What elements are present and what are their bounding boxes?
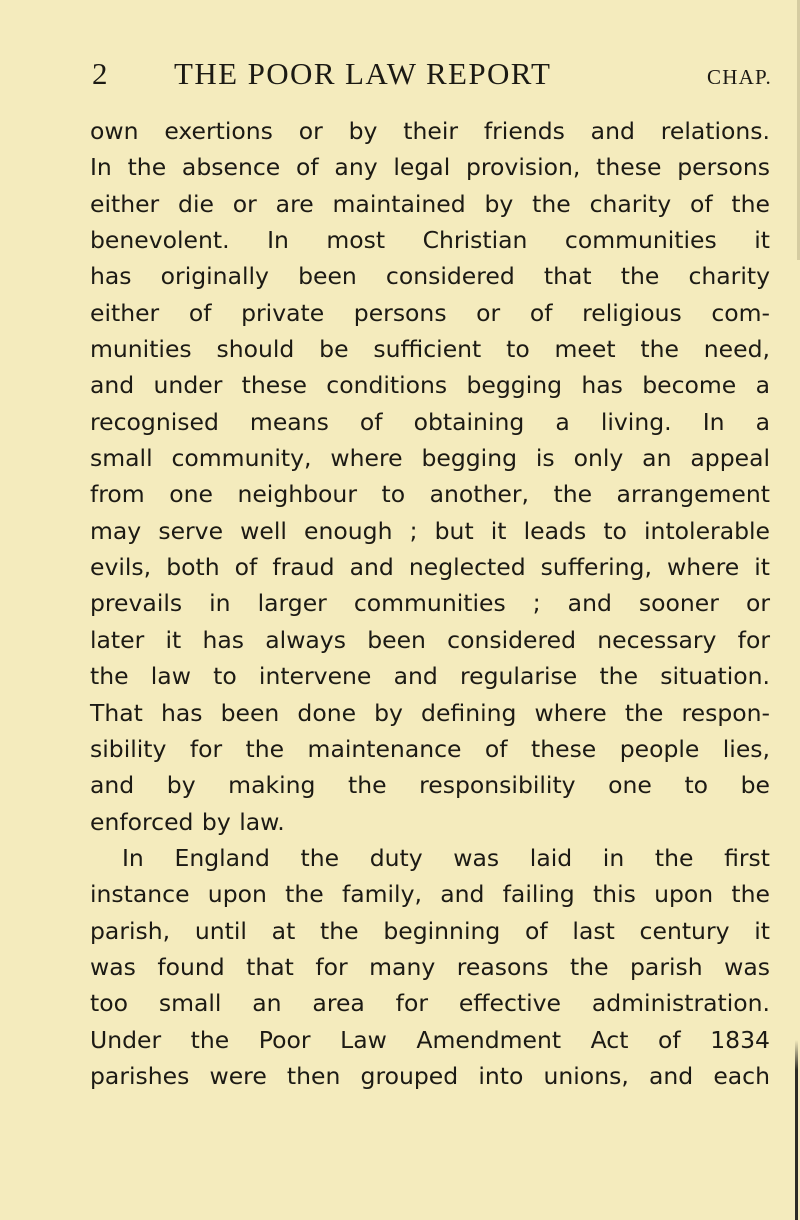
body-text (90, 113, 770, 1094)
text-line: parish, until at the beginning of last century it (90, 916, 770, 945)
text-line: and by making the responsibility one to be (90, 771, 770, 800)
text-line: enforced by law. (90, 807, 285, 836)
text-line: and under these conditions begging has become a (90, 371, 770, 400)
text-line: In England the duty was laid in the first (122, 843, 770, 872)
text-line: That has been done by defining where the respon- (90, 698, 770, 727)
text-line: small community, where begging is only an appeal (90, 444, 770, 473)
text-line: too small an area for effective administration. (90, 989, 770, 1018)
running-head (92, 56, 772, 100)
text-line: the law to intervene and regularise the situation. (90, 662, 770, 691)
running-title: THE POOR LAW REPORT (174, 56, 552, 91)
text-line: In the absence of any legal provision, these persons (90, 153, 770, 182)
page-number: 2 (92, 56, 108, 91)
text-line: own exertions or by their friends and relations. (90, 117, 770, 145)
text-line: either of private persons or of religious com- (90, 298, 770, 327)
text-line: has originally been considered that the charity (90, 262, 770, 291)
text-line: Under the Poor Law Amendment Act of 1834 (90, 1025, 770, 1054)
text-line: later it has always been considered necessary for (90, 625, 770, 654)
text-line: parishes were then grouped into unions, and each (90, 1061, 770, 1090)
text-line: benevolent. In most Christian communities it (90, 226, 770, 255)
text-line: sibility for the maintenance of these people lies, (90, 734, 770, 763)
text-line: was found that for many reasons the parish was (90, 952, 770, 981)
text-line: instance upon the family, and failing this upon the (90, 880, 770, 909)
text-line: evils, both of fraud and neglected suffering, where it (90, 553, 770, 582)
text-line: either die or are maintained by the charity of the (90, 189, 770, 218)
text-line: recognised means of obtaining a living. In a (90, 407, 770, 436)
text-line: may serve well enough ; but it leads to intolerable (90, 516, 770, 545)
text-line: from one neighbour to another, the arrangement (90, 480, 770, 509)
chapter-abbreviation: CHAP. (707, 65, 772, 89)
page-edge-mark (795, 0, 798, 1220)
text-line: prevails in larger communities ; and sooner or (90, 589, 770, 618)
text-line: munities should be sufficient to meet the need, (90, 335, 770, 364)
